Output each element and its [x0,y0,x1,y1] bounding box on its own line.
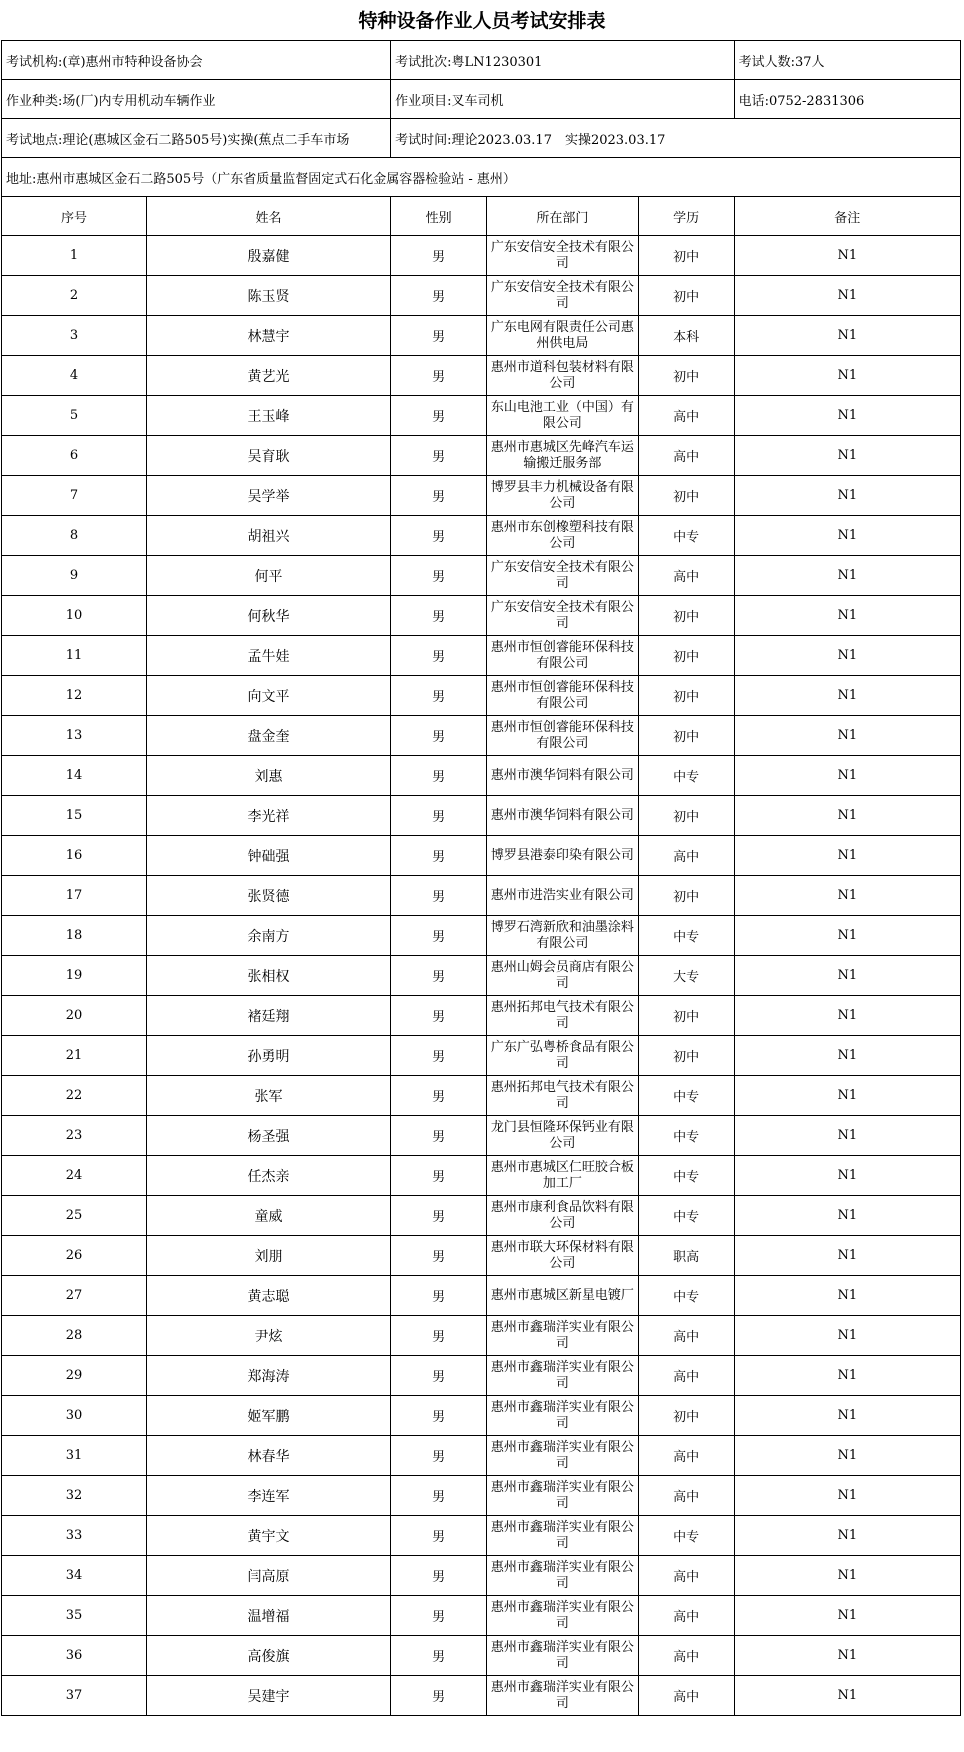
cell-sex: 男 [391,1516,487,1556]
cell-edu: 初中 [638,596,734,636]
cell-no: 8 [2,516,147,556]
cell-name: 陈玉贤 [146,276,390,316]
cell-sex: 男 [391,1076,487,1116]
cell-edu: 初中 [638,1396,734,1436]
cell-note: N1 [734,1076,960,1116]
cell-edu: 初中 [638,276,734,316]
cell-note: N1 [734,676,960,716]
cell-note: N1 [734,996,960,1036]
header-name: 姓名 [146,197,390,236]
cell-note: N1 [734,1316,960,1356]
cell-dept: 惠州市鑫瑞洋实业有限公司 [487,1596,639,1636]
exam-time: 考试时间:理论2023.03.17 实操2023.03.17 [391,119,961,158]
cell-no: 31 [2,1436,147,1476]
cell-dept: 惠州拓邦电气技术有限公司 [487,1076,639,1116]
cell-dept: 惠州市惠城区先峰汽车运输搬迁服务部 [487,436,639,476]
cell-sex: 男 [391,716,487,756]
cell-name: 杨圣强 [146,1116,390,1156]
cell-edu: 高中 [638,1636,734,1676]
exam-count: 考试人数:37人 [734,41,960,80]
cell-sex: 男 [391,236,487,276]
cell-dept: 惠州市惠城区仁旺胶合板加工厂 [487,1156,639,1196]
cell-dept: 惠州市鑫瑞洋实业有限公司 [487,1676,639,1716]
cell-note: N1 [734,756,960,796]
cell-note: N1 [734,1676,960,1716]
cell-note: N1 [734,1636,960,1676]
cell-no: 24 [2,1156,147,1196]
cell-sex: 男 [391,1396,487,1436]
cell-note: N1 [734,1036,960,1076]
cell-no: 35 [2,1596,147,1636]
cell-note: N1 [734,356,960,396]
cell-sex: 男 [391,1316,487,1356]
cell-dept: 惠州市惠城区新星电镀厂 [487,1276,639,1316]
table-row [2,996,961,1036]
cell-name: 钟础强 [146,836,390,876]
cell-no: 37 [2,1676,147,1716]
cell-no: 4 [2,356,147,396]
cell-edu: 初中 [638,236,734,276]
cell-dept: 惠州市鑫瑞洋实业有限公司 [487,1556,639,1596]
cell-sex: 男 [391,836,487,876]
cell-edu: 高中 [638,396,734,436]
cell-note: N1 [734,916,960,956]
cell-name: 何平 [146,556,390,596]
header-no: 序号 [2,197,147,236]
table-row [2,1076,961,1116]
cell-note: N1 [734,1276,960,1316]
page-title: 特种设备作业人员考试安排表 [358,10,606,32]
cell-no: 5 [2,396,147,436]
cell-no: 16 [2,836,147,876]
cell-name: 任杰亲 [146,1156,390,1196]
cell-edu: 高中 [638,1596,734,1636]
cell-note: N1 [734,636,960,676]
exam-place: 考试地点:理论(惠城区金石二路505号)实操(蕉点二手车市场 [2,119,391,158]
info-row-3 [2,119,961,158]
cell-dept: 博罗县丰力机械设备有限公司 [487,476,639,516]
cell-sex: 男 [391,1436,487,1476]
cell-note: N1 [734,1236,960,1276]
cell-no: 1 [2,236,147,276]
cell-note: N1 [734,596,960,636]
cell-sex: 男 [391,676,487,716]
cell-name: 童威 [146,1196,390,1236]
cell-sex: 男 [391,516,487,556]
table-row [2,1036,961,1076]
cell-dept: 东山电池工业（中国）有限公司 [487,396,639,436]
table-row [2,1316,961,1356]
cell-edu: 初中 [638,796,734,836]
cell-sex: 男 [391,1116,487,1156]
table-header [2,197,961,236]
cell-note: N1 [734,1396,960,1436]
cell-dept: 惠州市鑫瑞洋实业有限公司 [487,1316,639,1356]
cell-note: N1 [734,396,960,436]
cell-note: N1 [734,556,960,596]
cell-edu: 中专 [638,756,734,796]
table-row [2,876,961,916]
cell-dept: 惠州市澳华饲料有限公司 [487,756,639,796]
table-row [2,556,961,596]
cell-name: 王玉峰 [146,396,390,436]
cell-note: N1 [734,836,960,876]
cell-dept: 惠州市恒创睿能环保科技有限公司 [487,716,639,756]
cell-edu: 初中 [638,356,734,396]
cell-name: 张贤德 [146,876,390,916]
cell-name: 褚廷翔 [146,996,390,1036]
cell-sex: 男 [391,876,487,916]
cell-no: 22 [2,1076,147,1116]
table-row [2,636,961,676]
cell-edu: 大专 [638,956,734,996]
cell-sex: 男 [391,796,487,836]
cell-note: N1 [734,1516,960,1556]
cell-name: 黄志聪 [146,1276,390,1316]
cell-name: 高俊旗 [146,1636,390,1676]
cell-note: N1 [734,1156,960,1196]
table-row [2,1236,961,1276]
cell-sex: 男 [391,556,487,596]
exam-address: 地址:惠州市惠城区金石二路505号（广东省质量监督固定式石化金属容器检验站 - 惠州） [2,158,961,197]
cell-edu: 中专 [638,1076,734,1116]
cell-dept: 广东安信安全技术有限公司 [487,596,639,636]
cell-edu: 中专 [638,1516,734,1556]
cell-name: 孟牛娃 [146,636,390,676]
cell-dept: 博罗石湾新欣和油墨涂料有限公司 [487,916,639,956]
table-row [2,436,961,476]
table-row [2,1516,961,1556]
table-row [2,1476,961,1516]
cell-sex: 男 [391,956,487,996]
cell-edu: 中专 [638,1116,734,1156]
cell-edu: 高中 [638,1356,734,1396]
cell-no: 9 [2,556,147,596]
header-note: 备注 [734,197,960,236]
exam-batch: 考试批次:粤LN1230301 [391,41,734,80]
exam-org: 考试机构:(章)惠州市特种设备协会 [2,41,391,80]
cell-note: N1 [734,1436,960,1476]
exam-table [1,40,961,1716]
cell-edu: 初中 [638,676,734,716]
cell-dept: 惠州市恒创睿能环保科技有限公司 [487,676,639,716]
cell-edu: 高中 [638,556,734,596]
table-row [2,1196,961,1236]
table-row [2,796,961,836]
cell-edu: 高中 [638,1556,734,1596]
table-row [2,916,961,956]
cell-no: 20 [2,996,147,1036]
cell-no: 26 [2,1236,147,1276]
table-row [2,1676,961,1716]
cell-no: 23 [2,1116,147,1156]
cell-dept: 惠州市鑫瑞洋实业有限公司 [487,1476,639,1516]
table-row [2,516,961,556]
cell-note: N1 [734,876,960,916]
cell-dept: 惠州市进浩实业有限公司 [487,876,639,916]
cell-no: 13 [2,716,147,756]
cell-no: 27 [2,1276,147,1316]
cell-no: 12 [2,676,147,716]
cell-name: 林春华 [146,1436,390,1476]
cell-note: N1 [734,956,960,996]
cell-edu: 高中 [638,436,734,476]
header-edu: 学历 [638,197,734,236]
cell-name: 余南方 [146,916,390,956]
cell-note: N1 [734,1196,960,1236]
cell-dept: 广东电网有限责任公司惠州供电局 [487,316,639,356]
contact-phone: 电话:0752-2831306 [734,80,960,119]
cell-dept: 惠州市鑫瑞洋实业有限公司 [487,1356,639,1396]
cell-sex: 男 [391,756,487,796]
work-project: 作业项目:叉车司机 [391,80,734,119]
cell-dept: 惠州市联大环保材料有限公司 [487,1236,639,1276]
cell-name: 黄宇文 [146,1516,390,1556]
cell-name: 黄艺光 [146,356,390,396]
cell-note: N1 [734,1476,960,1516]
info-row-1 [2,41,961,80]
cell-dept: 广东安信安全技术有限公司 [487,556,639,596]
table-row [2,676,961,716]
cell-edu: 中专 [638,916,734,956]
cell-name: 张相权 [146,956,390,996]
cell-name: 胡祖兴 [146,516,390,556]
cell-dept: 惠州市澳华饲料有限公司 [487,796,639,836]
cell-name: 郑海涛 [146,1356,390,1396]
cell-note: N1 [734,1356,960,1396]
cell-dept: 惠州市东创橡塑科技有限公司 [487,516,639,556]
cell-dept: 惠州市康利食品饮料有限公司 [487,1196,639,1236]
cell-sex: 男 [391,476,487,516]
cell-sex: 男 [391,1636,487,1676]
cell-note: N1 [734,476,960,516]
cell-no: 36 [2,1636,147,1676]
cell-no: 14 [2,756,147,796]
cell-edu: 初中 [638,1036,734,1076]
cell-note: N1 [734,1596,960,1636]
cell-sex: 男 [391,1596,487,1636]
cell-no: 15 [2,796,147,836]
table-row [2,1596,961,1636]
cell-note: N1 [734,1116,960,1156]
cell-note: N1 [734,716,960,756]
cell-note: N1 [734,276,960,316]
table-row [2,1276,961,1316]
table-row [2,356,961,396]
cell-name: 温增福 [146,1596,390,1636]
cell-sex: 男 [391,1236,487,1276]
table-row [2,836,961,876]
cell-note: N1 [734,436,960,476]
cell-dept: 惠州拓邦电气技术有限公司 [487,996,639,1036]
cell-name: 吴建宇 [146,1676,390,1716]
table-row [2,1156,961,1196]
cell-name: 吴学举 [146,476,390,516]
cell-sex: 男 [391,916,487,956]
cell-dept: 广东广弘粤桥食品有限公司 [487,1036,639,1076]
cell-edu: 高中 [638,1676,734,1716]
table-row [2,1636,961,1676]
cell-no: 30 [2,1396,147,1436]
cell-no: 7 [2,476,147,516]
cell-sex: 男 [391,636,487,676]
table-row [2,396,961,436]
cell-sex: 男 [391,276,487,316]
cell-sex: 男 [391,1556,487,1596]
header-sex: 性别 [391,197,487,236]
cell-sex: 男 [391,316,487,356]
cell-dept: 惠州市道科包装材料有限公司 [487,356,639,396]
cell-name: 刘惠 [146,756,390,796]
info-row-2 [2,80,961,119]
cell-note: N1 [734,316,960,356]
cell-edu: 初中 [638,716,734,756]
cell-edu: 高中 [638,836,734,876]
cell-name: 张军 [146,1076,390,1116]
info-row-4 [2,158,961,197]
cell-dept: 惠州山姆会员商店有限公司 [487,956,639,996]
table-row [2,1556,961,1596]
cell-no: 34 [2,1556,147,1596]
cell-name: 盘金奎 [146,716,390,756]
cell-no: 18 [2,916,147,956]
table-row [2,276,961,316]
cell-name: 殷嘉健 [146,236,390,276]
cell-no: 6 [2,436,147,476]
cell-note: N1 [734,236,960,276]
cell-no: 17 [2,876,147,916]
table-row [2,596,961,636]
table-row [2,1116,961,1156]
cell-dept: 惠州市鑫瑞洋实业有限公司 [487,1436,639,1476]
cell-name: 姬军鹏 [146,1396,390,1436]
cell-name: 林慧宇 [146,316,390,356]
cell-name: 吴育耿 [146,436,390,476]
cell-dept: 惠州市恒创睿能环保科技有限公司 [487,636,639,676]
table-row [2,956,961,996]
cell-name: 刘朋 [146,1236,390,1276]
cell-no: 28 [2,1316,147,1356]
cell-edu: 高中 [638,1436,734,1476]
cell-sex: 男 [391,1356,487,1396]
cell-sex: 男 [391,1196,487,1236]
cell-no: 29 [2,1356,147,1396]
cell-no: 3 [2,316,147,356]
cell-edu: 职高 [638,1236,734,1276]
cell-no: 11 [2,636,147,676]
cell-sex: 男 [391,396,487,436]
cell-sex: 男 [391,1676,487,1716]
header-dept: 所在部门 [487,197,639,236]
cell-edu: 初中 [638,476,734,516]
cell-edu: 初中 [638,996,734,1036]
cell-dept: 惠州市鑫瑞洋实业有限公司 [487,1636,639,1676]
cell-no: 10 [2,596,147,636]
cell-no: 19 [2,956,147,996]
cell-note: N1 [734,796,960,836]
cell-dept: 惠州市鑫瑞洋实业有限公司 [487,1396,639,1436]
cell-edu: 中专 [638,1276,734,1316]
cell-no: 2 [2,276,147,316]
cell-name: 向文平 [146,676,390,716]
table-row [2,716,961,756]
cell-sex: 男 [391,596,487,636]
cell-sex: 男 [391,996,487,1036]
cell-note: N1 [734,516,960,556]
cell-note: N1 [734,1556,960,1596]
cell-edu: 高中 [638,1316,734,1356]
cell-sex: 男 [391,1156,487,1196]
cell-edu: 中专 [638,516,734,556]
cell-name: 李连军 [146,1476,390,1516]
cell-edu: 本科 [638,316,734,356]
cell-dept: 广东安信安全技术有限公司 [487,236,639,276]
cell-no: 33 [2,1516,147,1556]
cell-no: 25 [2,1196,147,1236]
cell-dept: 广东安信安全技术有限公司 [487,276,639,316]
table-row [2,316,961,356]
cell-edu: 初中 [638,636,734,676]
cell-sex: 男 [391,1276,487,1316]
cell-sex: 男 [391,356,487,396]
cell-edu: 高中 [638,1476,734,1516]
cell-dept: 惠州市鑫瑞洋实业有限公司 [487,1516,639,1556]
table-row [2,1436,961,1476]
cell-name: 孙勇明 [146,1036,390,1076]
cell-sex: 男 [391,1476,487,1516]
cell-name: 何秋华 [146,596,390,636]
cell-edu: 中专 [638,1196,734,1236]
cell-sex: 男 [391,1036,487,1076]
cell-edu: 中专 [638,1156,734,1196]
table-row [2,476,961,516]
cell-name: 李光祥 [146,796,390,836]
table-row [2,756,961,796]
cell-no: 32 [2,1476,147,1516]
cell-edu: 初中 [638,876,734,916]
cell-no: 21 [2,1036,147,1076]
cell-dept: 龙门县恒隆环保钙业有限公司 [487,1116,639,1156]
cell-dept: 博罗县港泰印染有限公司 [487,836,639,876]
cell-name: 尹炫 [146,1316,390,1356]
work-category: 作业种类:场(厂)内专用机动车辆作业 [2,80,391,119]
table-row [2,236,961,276]
table-row [2,1396,961,1436]
cell-sex: 男 [391,436,487,476]
cell-name: 闫高原 [146,1556,390,1596]
table-row [2,1356,961,1396]
